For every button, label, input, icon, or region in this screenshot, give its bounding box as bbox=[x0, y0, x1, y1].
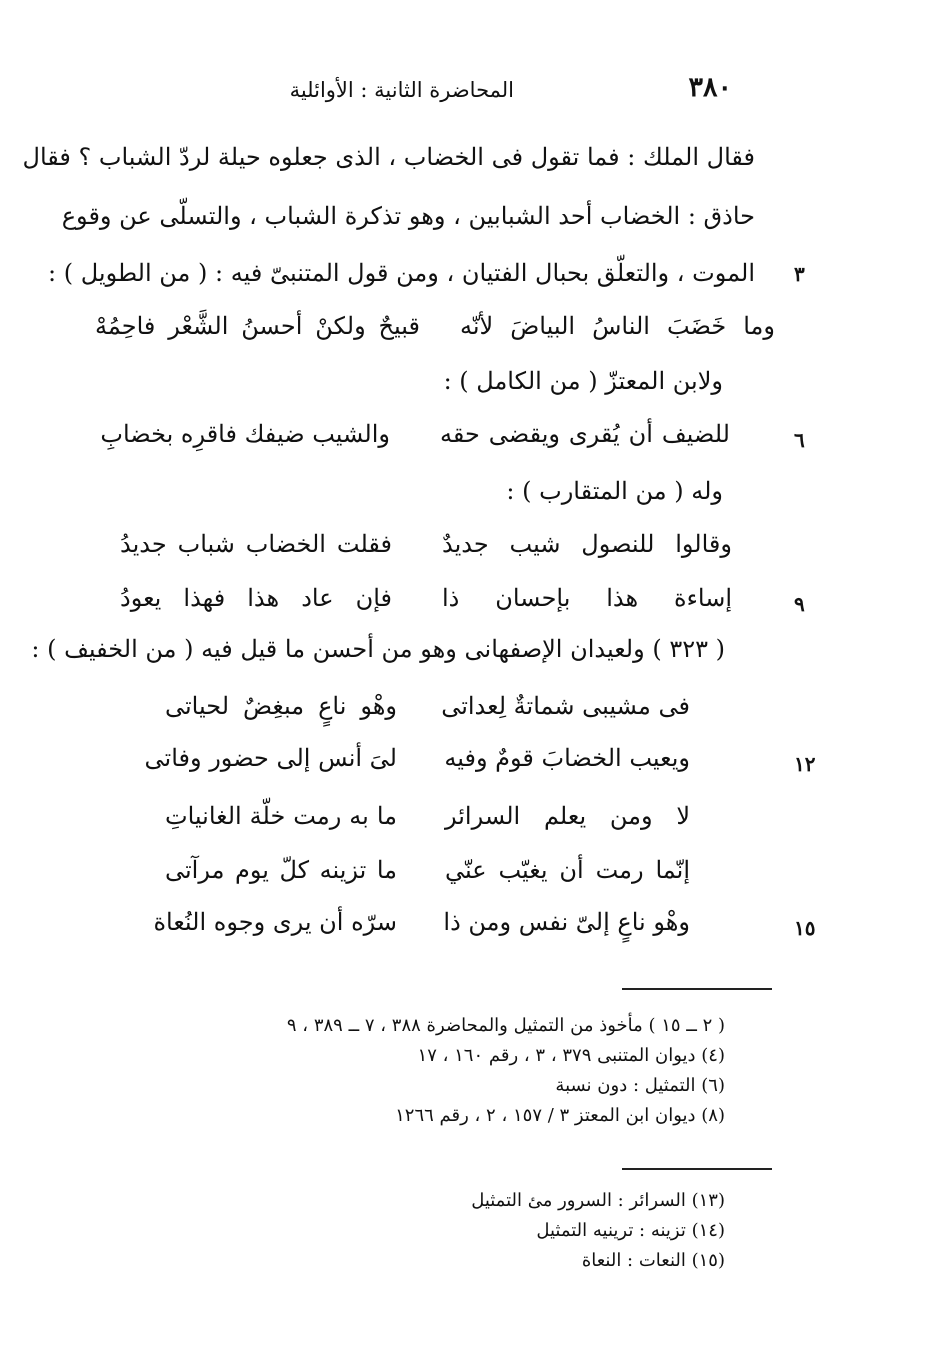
verse bbox=[144, 738, 690, 778]
verse-hemistich: ما تزينه كلّ يوم مرآتى bbox=[165, 856, 397, 884]
page-number: ٣٨٠ bbox=[688, 72, 732, 103]
verse-hemistich: لا ومن يعلم السرائر bbox=[445, 802, 690, 830]
verse bbox=[165, 796, 690, 836]
verse-hemistich: سرّه أن يرى وجوه النُعاة bbox=[153, 908, 397, 936]
footnote: (١٣) السرائر : السرور مئ التمثيل bbox=[471, 1190, 725, 1211]
footnote: (١٤) تزينه : ترينيه التمثيل bbox=[536, 1220, 725, 1241]
verse-hemistich: وهْو ناعٍ إلىّ نفس ومن ذا bbox=[443, 908, 690, 936]
verse-hemistich: إنّما رمت أن يغيّب عنّي bbox=[445, 856, 690, 884]
verse bbox=[120, 578, 732, 618]
verse-hemistich: للضيف أن يُقرى ويقضى حقه bbox=[440, 420, 730, 448]
verse-hemistich: وقالوا للنصول شيب جديدٌ bbox=[442, 530, 732, 558]
verse-hemistich: لىَ أنس إلى حضور وفاتى bbox=[144, 744, 397, 772]
verse bbox=[100, 414, 730, 454]
line-number: ٦ bbox=[794, 428, 805, 452]
verse-hemistich: فقلت الخضاب شباب جديدُ bbox=[120, 530, 392, 558]
footnote-rule bbox=[622, 1168, 772, 1170]
verse bbox=[120, 524, 732, 564]
prose-line: فقال الملك : فما تقول فى الخضاب ، الذى جعلوه حيلة لردّ الشباب ؟ فقال bbox=[22, 143, 755, 171]
prose-line: الموت ، والتعلّق بحبال الفتيان ، ومن قول المتنبىّ فيه : ( من الطويل ) : bbox=[48, 259, 755, 287]
verse-hemistich: وما خَضَبَ الناسُ البياضَ لأنّه bbox=[460, 312, 775, 340]
verse-hemistich: فإن عاد هذا فهذا يعودُ bbox=[120, 584, 392, 612]
verse-hemistich: قبيحٌ ولكنْ أحسنُ الشَّعْر فاحِمُهْ bbox=[95, 312, 420, 340]
verse bbox=[165, 850, 690, 890]
verse-hemistich: فى مشيبى شماتةٌ لِعداتى bbox=[441, 692, 690, 720]
verse bbox=[153, 902, 690, 942]
footnote: (٨) ديوان ابن المعتز ٣ / ١٥٧ ، ٢ ، رقم ١٢٦٦ bbox=[395, 1105, 725, 1126]
verse-hemistich: والشيب ضيفك فاقرِه بخضابِ bbox=[100, 420, 390, 448]
line-number: ٩ bbox=[794, 592, 805, 616]
line-number: ٣ bbox=[794, 262, 805, 286]
verse-hemistich: ويعيب الخضابَ قومٌ وفيه bbox=[444, 744, 690, 772]
running-title: المحاضرة الثانية : الأوائلية bbox=[289, 78, 514, 102]
footnote-rule bbox=[622, 988, 772, 990]
footnote: ( ٢ ــ ١٥ ) مأخوذ من التمثيل والمحاضرة ٣٨٨ ، ٧ ــ ٣٨٩ ، ٩ bbox=[286, 1015, 725, 1036]
page-header bbox=[250, 68, 740, 108]
verse-hemistich: إساءة هذا بإحسان ذا bbox=[442, 584, 732, 612]
footnote: (٦) التمثيل : دون نسبة bbox=[555, 1075, 725, 1096]
verse bbox=[95, 306, 775, 346]
verse-hemistich: ما به رمت خلّة الغانياتِ bbox=[165, 802, 397, 830]
verse-hemistich: وهْو ناعٍ مبغِضٌ لحياتى bbox=[165, 692, 397, 720]
footnote: (١٥) النعات : النعاة bbox=[581, 1250, 725, 1271]
verse bbox=[165, 686, 690, 726]
line-number: ١٢ bbox=[794, 752, 816, 776]
prose-line: حاذق : الخضاب أحد الشبابين ، وهو تذكرة الشباب ، والتسلّى عن وقوع bbox=[61, 202, 755, 230]
verse-intro: ولابن المعتزّ ( من الكامل ) : bbox=[443, 367, 723, 395]
line-number: ١٥ bbox=[794, 916, 816, 940]
verse-intro: وله ( من المتقارب ) : bbox=[506, 477, 723, 505]
verse-intro: ( ٣٢٣ ) ولعيدان الإصفهانى وهو من أحسن ما قيل فيه ( من الخفيف ) : bbox=[31, 635, 725, 663]
footnote: (٤) ديوان المتنبى ٣٧٩ ، ٣ ، رقم ١٦٠ ، ١٧ bbox=[417, 1045, 725, 1066]
